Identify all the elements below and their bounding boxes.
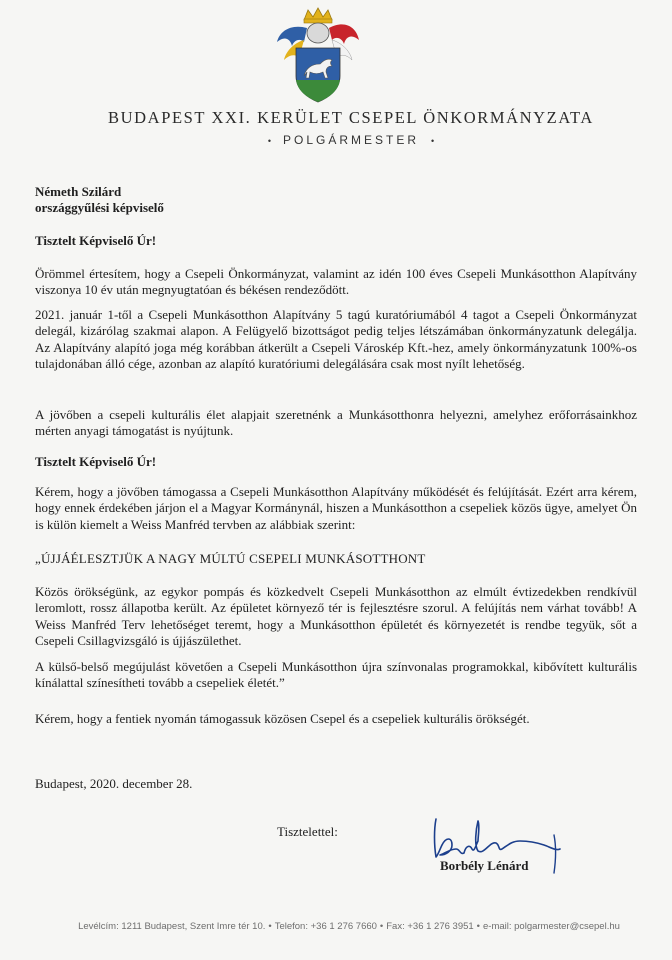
separator-dot: •: [267, 135, 271, 146]
recipient-title: országgyűlési képviselő: [35, 200, 164, 216]
organization-name: BUDAPEST XXI. KERÜLET CSEPEL ÖNKORMÁNYZATA: [108, 108, 594, 127]
office-title: POLGÁRMESTER: [282, 133, 420, 147]
footer-separator: •: [268, 921, 272, 932]
recipient-block: [35, 184, 637, 217]
signer-name: Borbély Lénárd: [440, 858, 529, 873]
footer-separator: •: [476, 921, 480, 932]
paragraph-7: Kérem, hogy a fentiek nyomán támogassuk közösen Csepel és a csepeliek kulturális örökségét.: [35, 711, 530, 726]
letterhead-footer: [0, 921, 672, 932]
date-line: Budapest, 2020. december 28.: [35, 776, 193, 791]
paragraph-2: 2021. január 1-től a Csepeli Munkásotthon Alapítvány 5 tagú kuratóriumából 4 tagot a Csepeli Önkormányzat delegál, kizárólag szakmai alapon. A Felügyelő bizottságot pedig teljes létszámában önkormányzatunk delegálja. Az Alapítvány alapító joga még korábban átkerült a Csepeli Városkép Kft.-hez, amely önkormányzatunk 100%-os tulajdonában álló cége, azonban az alapító kuratóriumi delegálására csak most nyílt lehetőség.: [35, 307, 637, 372]
closing: Tisztelettel:: [277, 824, 338, 839]
quote-heading: „ÚJJÁÉLESZTJÜK A NAGY MÚLTÚ CSEPELI MUNKÁSOTTHONT: [35, 551, 426, 566]
greeting-1: Tisztelt Képviselő Úr!: [35, 233, 157, 248]
footer-fax: Fax: +36 1 276 3951: [386, 921, 474, 932]
footer-separator: •: [379, 921, 384, 932]
paragraph-3: A jövőben a csepeli kulturális élet alapjait szeretnénk a Munkásotthonra helyezni, amelyhez erőforrásainkhoz mérten anyagi támogatást is nyújtunk.: [35, 407, 637, 439]
footer-phone: Telefon: +36 1 276 7660: [274, 921, 377, 932]
separator-dot: •: [431, 135, 435, 146]
footer-address: Levélcím: 1211 Budapest, Szent Imre tér 10.: [78, 921, 266, 932]
recipient-name: Németh Szilárd: [35, 184, 122, 199]
paragraph-6: A külső-belső megújulást követően a Csepeli Munkásotthon újra színvonalas programokkal, kibővített kulturális kínálattal színesítheti tovább a csepeliek életét.”: [35, 659, 637, 691]
paragraph-5: Közös örökségünk, az egykor pompás és közkedvelt Csepeli Munkásotthon az elmúlt évtizedekben rendkívül leromlott, rossz állapotba került. Az épületet környező tér is fejlesztésre szorul. A felújítás nem várhat tovább! A Weiss Manfréd Terv lehetőséget teremt, hogy a Munkásotthon épületét és környezetét is rendbe tegyük, sőt a Csepeli Csillagvizsgáló is újjászülethet.: [35, 584, 637, 649]
greeting-2: Tisztelt Képviselő Úr!: [35, 454, 157, 469]
coat-of-arms-logo: [274, 6, 362, 104]
organization-subtitle: [0, 133, 672, 147]
paragraph-1: Örömmel értesítem, hogy a Csepeli Önkormányzat, valamint az idén 100 éves Csepeli Munkásotthon Alapítvány viszonya 10 év után megnyugtatóan és békésen rendeződött.: [35, 266, 637, 298]
footer-email: e-mail: polgarmester@csepel.hu: [483, 921, 620, 932]
paragraph-4: Kérem, hogy a jövőben támogassa a Csepeli Munkásotthon Alapítvány működését és felújítását. Ezért arra kérem, hogy ennek érdekében járjon el a Magyar Kormánynál, hiszen a Munkásotthon a csepeliek közös ügye, amelyet Ön is külön kiemelt a Weiss Manfréd tervben az alábbiak szerint:: [35, 484, 637, 532]
